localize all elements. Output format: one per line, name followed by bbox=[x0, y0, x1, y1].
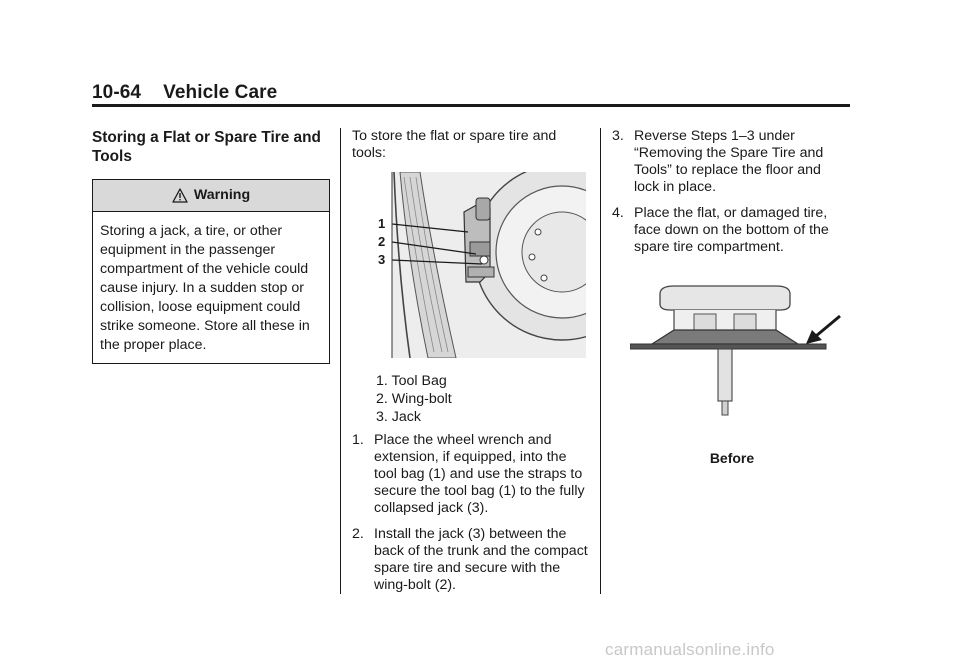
section-title: Storing a Flat or Spare Tire and Tools bbox=[92, 129, 321, 165]
figure-caption: Before bbox=[709, 450, 755, 466]
step-text: Install the jack (3) between the back of the trunk and the compact spare tire and secure with the wing-bolt (2). bbox=[374, 526, 588, 593]
step-item bbox=[612, 128, 850, 196]
page-header bbox=[92, 82, 277, 104]
column-left bbox=[92, 128, 330, 364]
step-number: 4. bbox=[612, 205, 624, 221]
warning-text: Storing a jack, a tire, or other equipment in the passenger compartment of the vehicle could cause injury. In a sudden stop or collision, loose equipment could strike someone. Store all these in the proper place. bbox=[100, 223, 310, 353]
jack-stowage-illustration bbox=[372, 172, 586, 358]
warning-box bbox=[92, 179, 330, 364]
step-text: Reverse Steps 1–3 under “Removing the Spare Tire and Tools” to replace the floor and lock in place. bbox=[634, 128, 824, 195]
callout-1: 1 bbox=[378, 216, 386, 231]
legend-item: 2. Wing-bolt bbox=[376, 391, 452, 407]
warning-label: Warning bbox=[193, 187, 251, 203]
step-item bbox=[352, 526, 588, 594]
step-number: 3. bbox=[612, 128, 624, 144]
intro-text: To store the flat or spare tire and tools: bbox=[352, 128, 557, 161]
step-number: 2. bbox=[352, 526, 364, 542]
step-text: Place the flat, or damaged tire, face down on the bottom of the spare tire compartment. bbox=[634, 205, 829, 255]
warning-header bbox=[93, 180, 329, 212]
pointer-arrow-icon bbox=[806, 316, 840, 344]
step-text: Place the wheel wrench and extension, if equipped, into the tool bag (1) and use the straps to secure the tool bag (1) to the fully collapsed jack (3). bbox=[374, 432, 585, 516]
step-item bbox=[612, 205, 850, 256]
column-middle bbox=[352, 128, 588, 603]
column-divider-2 bbox=[600, 128, 601, 594]
callout-2: 2 bbox=[378, 234, 386, 249]
column-right bbox=[612, 128, 850, 467]
steps-list bbox=[352, 432, 588, 594]
steps-list bbox=[612, 128, 850, 256]
tire-placement-illustration bbox=[630, 280, 850, 430]
legend-item: 1. Tool Bag bbox=[376, 373, 447, 389]
watermark: carmanualsonline.info bbox=[605, 640, 775, 659]
page-number: 10-64 bbox=[92, 82, 142, 103]
callout-3: 3 bbox=[378, 252, 386, 267]
header-rule bbox=[92, 104, 850, 107]
column-divider-1 bbox=[340, 128, 341, 594]
figure-legend bbox=[376, 372, 588, 426]
legend-item: 3. Jack bbox=[376, 409, 421, 425]
chapter-title: Vehicle Care bbox=[163, 82, 278, 103]
warning-triangle-icon bbox=[172, 188, 188, 203]
step-number: 1. bbox=[352, 432, 364, 448]
step-item bbox=[352, 432, 588, 517]
